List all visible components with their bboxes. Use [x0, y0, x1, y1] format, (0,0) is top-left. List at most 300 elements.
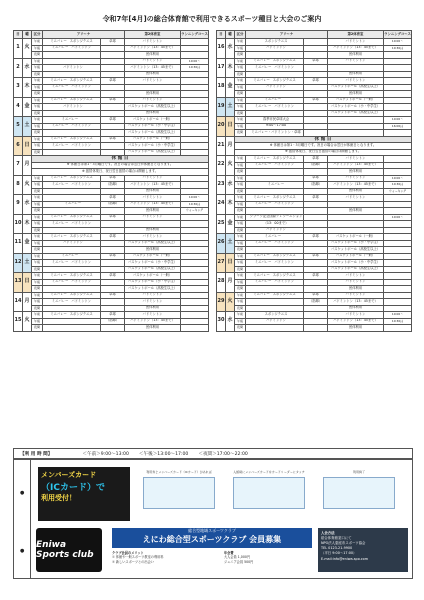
- weekday: 木: [23, 214, 32, 234]
- contact-line-3: NPO法人恵庭市スポーツ協会: [321, 541, 366, 546]
- ad-step-3: [318, 470, 400, 518]
- arena-table-tennis: （指導）: [101, 201, 125, 208]
- club-ad: [32, 526, 410, 576]
- gym2-activity: 団体利用: [125, 208, 181, 215]
- period-label: 午前: [32, 273, 43, 280]
- arena-table-tennis: 卓球: [101, 253, 125, 260]
- period-label: 午前: [235, 156, 246, 163]
- gym2-activity: バドミントン: [328, 312, 384, 319]
- period-label: 夜間: [32, 52, 43, 59]
- header-arena: アリーナ: [246, 31, 328, 39]
- arena-activity-b: スポンジテニス: [272, 292, 296, 297]
- arena-activity-a: ミニバレー: [50, 136, 67, 141]
- arena-activity-a: ミニバレー: [51, 298, 69, 303]
- hours-am: ＜午前＞9:00～13:00: [82, 451, 129, 457]
- arena-activity-b: スポンジテニス: [272, 194, 296, 199]
- period-label: 夜間: [235, 325, 246, 332]
- gym2-activity: バスケットボール（小・中学生）: [125, 143, 181, 150]
- arena-activity-a: ミニバレー: [51, 259, 69, 264]
- running-course: 10:30は: [181, 65, 209, 72]
- gym2-activity: バドミントン: [125, 234, 181, 241]
- arena-activity-a: ミニバレー: [50, 38, 67, 43]
- arena-activity-a: ミニバレー: [50, 292, 67, 297]
- arena-table-tennis: 卓球: [101, 97, 125, 104]
- period-label: 夜間: [32, 149, 43, 156]
- period-label: 夜間: [32, 188, 43, 195]
- period-label: 夜間: [32, 325, 43, 332]
- period-label: 午後: [235, 162, 246, 169]
- fee-adult: 大人会員 1,000円: [224, 555, 251, 560]
- period-label: 午後: [32, 45, 43, 52]
- arena-activity-a: ミニバレー: [254, 259, 272, 264]
- closed-note: ※ 振替休業日、祝日翌日振替の場合は開館します。: [235, 149, 412, 156]
- period-label: 午後: [32, 143, 43, 150]
- day-number: 9: [14, 195, 23, 215]
- arena-activity-b: バドミントン: [71, 84, 92, 89]
- arena-table-tennis: 卓球: [304, 97, 328, 104]
- gym2-activity: 団体利用: [125, 52, 181, 59]
- closed-label: 休 館 日: [235, 136, 412, 143]
- arena-table-tennis: 卓球: [101, 273, 125, 280]
- gym2-activity: 団体利用: [328, 286, 384, 293]
- hours-pm: ＜午後＞13:00～17:00: [138, 451, 189, 457]
- weekday: 日: [226, 253, 235, 273]
- club-headline-banner: [112, 528, 312, 548]
- weekday: 月: [226, 136, 235, 156]
- arena-table-tennis: （指導）: [304, 182, 328, 189]
- arena-activity-b: バドミントン: [274, 201, 295, 206]
- header-run: ランニングコース: [181, 31, 209, 39]
- period-label: 夜間: [32, 227, 43, 234]
- day-number: 6: [14, 136, 23, 156]
- arena-activity-b: スポンジテニス: [69, 272, 93, 277]
- running-course: 10:00～: [384, 175, 412, 182]
- arena-activity-a: ミニバレー: [50, 214, 67, 219]
- gym2-activity: バドミントン: [125, 78, 181, 85]
- arena-activity-b: スポンジテニス: [272, 77, 296, 82]
- closed-note: ※ 振替休業日、祝日翌日振替の場合は開館します。: [32, 169, 209, 176]
- gym2-activity: バドミントン: [328, 78, 384, 85]
- day-number: 24: [217, 195, 226, 215]
- weekday: 木: [226, 58, 235, 78]
- gym2-activity: バドミントン（13：45まで）: [125, 182, 181, 189]
- running-course: 10:00～: [384, 312, 412, 319]
- gym2-activity: バドミントン（13：45まで）: [328, 45, 384, 52]
- period-label: 夜間: [32, 286, 43, 293]
- period-label: 夜間: [235, 71, 246, 78]
- period-label: 午後: [32, 221, 43, 228]
- day-number: 29: [217, 292, 226, 312]
- arena-activity: [43, 325, 101, 332]
- gym2-activity: 団体利用: [125, 188, 181, 195]
- gym2-activity: バドミントン: [125, 175, 181, 182]
- period-label: 午後: [235, 65, 246, 72]
- arena-table-tennis: （指導）: [101, 182, 125, 189]
- arena-activity-b: バドミントン: [71, 45, 92, 50]
- weekday: 火: [23, 175, 32, 195]
- period-label: 午後: [235, 221, 246, 228]
- weekday: 金: [226, 214, 235, 234]
- period-label: 午後: [32, 182, 43, 189]
- info-section: [13, 459, 413, 579]
- arena-activity-a: ミニバレー: [61, 253, 79, 258]
- period-label: 午前: [32, 253, 43, 260]
- period-label: 午前: [32, 117, 43, 124]
- period-label: 午前: [32, 292, 43, 299]
- arena-table-tennis: （指導）: [101, 318, 125, 325]
- arena-table-tennis: 卓球: [304, 292, 328, 299]
- period-label: 午後: [32, 123, 43, 130]
- gym2-activity: バドミントン: [125, 214, 181, 221]
- gym2-activity: バドミントン（13：45まで）: [125, 65, 181, 72]
- schedule-row: [14, 325, 209, 332]
- period-label: 午前: [32, 78, 43, 85]
- weekday: 金: [23, 234, 32, 254]
- usage-hours-bar: [13, 448, 413, 459]
- gym2-activity: バスケットボール（小・中学生）: [125, 279, 181, 286]
- arena-activity-b: スポンジテニス: [69, 38, 93, 43]
- header-gym2: 第2体育室: [125, 31, 181, 39]
- period-label: 午前: [235, 39, 246, 46]
- contact-line-5: （平日 9:00～17:00）: [321, 551, 357, 556]
- arena-activity-b: バドミントン: [63, 240, 83, 245]
- gym2-activity: バスケットボール（高校生以上）: [125, 240, 181, 247]
- arena-activity-a: ミニバレー: [253, 292, 270, 297]
- period-label: 夜間: [235, 130, 246, 137]
- arena-activity-a: ミニバレー: [253, 58, 270, 63]
- arena-activity-b: ミニバレー・バドミントン・卓球: [251, 129, 301, 134]
- weekday: 水: [23, 195, 32, 215]
- period-label: 午後: [32, 318, 43, 325]
- weekday: 火: [226, 292, 235, 312]
- period-label: 午前: [235, 117, 246, 124]
- weekday: 土: [23, 117, 32, 137]
- period-label: 夜間: [32, 266, 43, 273]
- weekday: 月: [226, 273, 235, 293]
- period-label: 午後: [235, 123, 246, 130]
- gym2-activity: バドミントン（13：45まで）: [125, 318, 181, 325]
- period-label: 午前: [235, 97, 246, 104]
- running-course: 16:00は: [384, 123, 412, 130]
- step-1-illustration: [143, 477, 215, 509]
- arena-table-tennis: （指導）: [304, 299, 328, 306]
- running-course: 10:00～: [181, 195, 209, 202]
- arena-activity-b: バドミントン: [274, 279, 295, 284]
- arena-activity-b: バドミントン: [71, 181, 92, 186]
- weekday: 火: [23, 312, 32, 332]
- gym2-activity: バスケットボール（一般）: [328, 253, 384, 260]
- ad-step-1: [138, 470, 220, 518]
- arena-activity-b: バドミントン: [266, 227, 286, 232]
- arena-activity-a: ミニバレー: [50, 311, 67, 316]
- day-number: 4: [14, 97, 23, 117]
- gym2-activity: バスケットボール（高校生以上）: [328, 266, 384, 273]
- period-label: 午前: [32, 58, 43, 65]
- arena-table-tennis: 卓球: [304, 156, 328, 163]
- gym2-activity: バスケットボール（一般）: [125, 136, 181, 143]
- arena-activity-b: バドミントン: [71, 259, 92, 264]
- day-number: 18: [217, 78, 226, 98]
- period-label: 夜間: [235, 91, 246, 98]
- arena-activity-b: バドミントン: [71, 123, 92, 128]
- gym2-activity: 団体利用: [125, 227, 181, 234]
- period-label: 午後: [235, 279, 246, 286]
- period-label: 夜間: [235, 52, 246, 59]
- running-course: 10:30は: [181, 201, 209, 208]
- gym2-activity: バドミントン: [125, 195, 181, 202]
- weekday: 金: [23, 97, 32, 117]
- header-weekday: 曜: [23, 31, 32, 39]
- period-label: 夜間: [32, 71, 43, 78]
- arena-activity-a: ミニバレー: [51, 123, 69, 128]
- arena-activity-a: ミニバレー: [50, 233, 67, 238]
- gym2-activity: バスケットボール（一般）: [125, 253, 181, 260]
- weekday: 火: [23, 39, 32, 59]
- closed-note: ※ 体館日は第1・3月曜日です。祝日の場合は翌日が休館日となります。: [235, 143, 412, 150]
- arena-activity-a: ミニバレー: [50, 97, 67, 102]
- running-course: ウォーキング: [384, 188, 412, 195]
- day-number: 11: [14, 234, 23, 254]
- period-label: 午後: [32, 240, 43, 247]
- arena-table-tennis: [304, 325, 328, 332]
- period-label: 午前: [32, 97, 43, 104]
- period-label: 夜間: [235, 110, 246, 117]
- period-label: 午前: [235, 292, 246, 299]
- arena-activity-b: バドミントン: [71, 142, 92, 147]
- day-number: 21: [217, 136, 226, 156]
- eniwa-sports-club-logo: Eniwa Sports club: [36, 528, 102, 572]
- contact-line-1: 入会方法: [321, 531, 335, 535]
- gym2-activity: 団体利用: [328, 305, 384, 312]
- step-2-text: 入館時にメンバーズカードをカードリーダーにタッチ: [233, 470, 305, 474]
- day-number: 27: [217, 253, 226, 273]
- gym2-activity: バドミントン: [328, 195, 384, 202]
- gym2-activity: バスケットボール（高校生以上）: [125, 266, 181, 273]
- period-label: 夜間: [32, 208, 43, 215]
- weekday: 土: [23, 253, 32, 273]
- arena-activity-b: スポンジテニス: [272, 253, 296, 258]
- period-label: 午前: [32, 214, 43, 221]
- arena-activity-b: スポンジテニス: [69, 214, 93, 219]
- period-label: 午後: [32, 201, 43, 208]
- fee-title: 年会費: [224, 551, 234, 555]
- period-label: 午後: [235, 45, 246, 52]
- arena-activity-b: バドミントン: [266, 84, 286, 89]
- period-label: 午前: [235, 175, 246, 182]
- period-label: 夜間: [235, 208, 246, 215]
- weekday: 月: [23, 156, 32, 176]
- arena-activity-b: クラーク記念国際テレワーニション: [249, 214, 303, 219]
- step-2-illustration: [233, 477, 305, 509]
- gym2-activity: バドミントン: [125, 58, 181, 65]
- gym2-activity: バドミントン: [125, 299, 181, 306]
- arena-activity-b: バドミントン: [71, 279, 92, 284]
- arena-activity-b: スポンジテニス: [264, 38, 288, 43]
- running-course: 10:30は: [384, 45, 412, 52]
- day-number: 20: [217, 117, 226, 137]
- gym2-activity: バスケットボール（一般）: [328, 234, 384, 241]
- header-day: 日: [14, 31, 23, 39]
- arena-activity-b: 春季市民卓球大会: [262, 116, 290, 121]
- gym2-activity: バスケットボール（小・中学生）: [328, 240, 384, 247]
- period-label: 夜間: [32, 247, 43, 254]
- gym2-activity: バスケットボール（一般）: [125, 117, 181, 124]
- arena-activity-b: バドミントン: [274, 240, 295, 245]
- day-number: 8: [14, 175, 23, 195]
- gym2-activity: バドミントン（13：45まで）: [328, 182, 384, 189]
- contact-line-2: 総合体育館窓口にて: [321, 536, 352, 541]
- gym2-activity: 団体利用: [125, 91, 181, 98]
- gym2-activity: バスケットボール（高校生以上）: [125, 149, 181, 156]
- arena-activity-a: ミニバレー: [51, 45, 69, 50]
- period-label: 夜間: [235, 188, 246, 195]
- period-label: 夜間: [32, 305, 43, 312]
- page-title: 令和7年[4月]の総合体育館で利用できるスポーツ種目と大会のご案内: [102, 15, 322, 23]
- arena-activity-b: バドミントン: [274, 103, 295, 108]
- period-label: 午後: [32, 104, 43, 111]
- arena-activity-b: スポンジテニス: [272, 155, 296, 160]
- members-card-banner: [38, 467, 130, 521]
- header-weekday: 曜: [226, 31, 235, 39]
- closed-note: ※ 体館日は第1・3月曜日です。祝日の場合は翌日が休館日となります。: [32, 162, 209, 169]
- arena-table-tennis: 卓球: [101, 234, 125, 241]
- arena-activity-b: （13：00まで）: [263, 220, 289, 225]
- arena-table-tennis: [101, 325, 125, 332]
- period-label: 夜間: [235, 169, 246, 176]
- day-number: 2: [14, 58, 23, 78]
- period-label: 午後: [235, 318, 246, 325]
- period-label: 夜間: [32, 130, 43, 137]
- arena-activity-b: スポンジテニス: [69, 233, 93, 238]
- arena-activity-a: ミニバレー: [264, 233, 282, 238]
- running-course: 10:30は: [384, 318, 412, 325]
- gym2-activity: バドミントン: [125, 292, 181, 299]
- weekday: 水: [226, 312, 235, 332]
- merit-1: ① 体館や一般スポーツ教室の利用料: [112, 555, 164, 560]
- running-course: 10:00～: [384, 39, 412, 46]
- running-course: [181, 325, 209, 332]
- running-course: 10:00～: [384, 117, 412, 124]
- arena-table-tennis: 卓球: [101, 312, 125, 319]
- day-number: 3: [14, 78, 23, 98]
- day-number: 19: [217, 97, 226, 117]
- merit-title: クラブ会員のメリット: [112, 551, 144, 555]
- arena-activity: [246, 325, 304, 332]
- period-label: 夜間: [32, 110, 43, 117]
- arena-activity-a: ミニバレー: [254, 64, 272, 69]
- club-merits: [112, 551, 222, 564]
- arena-table-tennis: 卓球: [304, 234, 328, 241]
- gym2-activity: 団体利用: [328, 208, 384, 215]
- arena-table-tennis: 卓球: [101, 78, 125, 85]
- gym2-activity: バドミントン: [328, 156, 384, 163]
- gym2-activity: バスケットボール（一般）: [328, 97, 384, 104]
- day-number: 30: [217, 312, 226, 332]
- gym2-activity: 団体利用: [125, 247, 181, 254]
- arena-activity-b: バドミントン: [274, 64, 295, 69]
- period-label: 午後: [235, 240, 246, 247]
- period-label: 午後: [32, 260, 43, 267]
- gym2-activity: バドミントン: [328, 279, 384, 286]
- arena-activity-a: ミニバレー: [254, 103, 272, 108]
- gym2-activity: 団体利用: [328, 169, 384, 176]
- period-label: 午前: [32, 175, 43, 182]
- weekday: 土: [226, 97, 235, 117]
- arena-activity-b: ミニバレー: [64, 201, 82, 206]
- gym2-activity: バスケットボール（高校生以上）: [328, 247, 384, 254]
- period-label: 午前: [235, 214, 246, 221]
- header-period: 区分: [235, 31, 246, 39]
- header-period: 区分: [32, 31, 43, 39]
- gym2-activity: バドミントン: [125, 39, 181, 46]
- gym2-activity: 団体利用: [125, 325, 181, 332]
- info-side-column: [14, 460, 31, 578]
- ad-step-2: [228, 470, 310, 518]
- arena-table-tennis: 卓球: [304, 175, 328, 182]
- header-day: 日: [217, 31, 226, 39]
- gym2-activity: バドミントン（13：45まで）: [125, 45, 181, 52]
- period-label: 午前: [32, 39, 43, 46]
- weekday: 木: [226, 195, 235, 215]
- arena-activity-b: スポンジテニス: [69, 136, 93, 141]
- gym2-activity: バドミントン: [328, 58, 384, 65]
- fee-junior: ジュニア会員 500円: [224, 559, 254, 564]
- day-number: 1: [14, 39, 23, 59]
- arena-table-tennis: 卓球: [304, 273, 328, 280]
- hours-night: ＜夜間＞17:00～22:00: [198, 451, 248, 457]
- arena-activity-a: ミニバレー: [254, 201, 272, 206]
- arena-activity-b: バドミントン: [274, 259, 295, 264]
- day-number: 13: [14, 273, 23, 293]
- weekday: 日: [23, 273, 32, 293]
- arena-activity-a: ミニバレー: [254, 279, 272, 284]
- schedule-table-left: [13, 30, 209, 332]
- period-label: 午前: [32, 195, 43, 202]
- arena-activity-b: バドミントン: [63, 64, 83, 69]
- running-course: 10:00～: [384, 214, 412, 221]
- arena-activity-b: バドミントン: [71, 220, 92, 225]
- day-number: 17: [217, 58, 226, 78]
- arena-table-tennis: 卓球: [101, 136, 125, 143]
- arena-activity-b: スポンジテニス: [69, 97, 93, 102]
- arena-activity-b: スポンジテニス: [69, 77, 93, 82]
- arena-table-tennis: 卓球: [101, 175, 125, 182]
- club-headline: えにわ総合型スポーツクラブ 会員募集: [142, 535, 282, 544]
- gym2-activity: 団体利用: [328, 325, 384, 332]
- period-label: 午後: [235, 260, 246, 267]
- period-label: 午後: [235, 84, 246, 91]
- day-number: 10: [14, 214, 23, 234]
- header-run: ランニングコース: [384, 31, 412, 39]
- running-course: ウォーキング: [181, 208, 209, 215]
- period-label: 午前: [235, 58, 246, 65]
- arena-activity-a: ミニバレー: [253, 194, 270, 199]
- contact-line-6[interactable]: E-mail:info@eniwa-spo.com: [321, 556, 369, 561]
- step-3-illustration: [323, 477, 395, 509]
- arena-activity-a: ミニバレー: [51, 84, 69, 89]
- day-number: 28: [217, 273, 226, 293]
- arena-activity-a: ミニバレー: [253, 155, 270, 160]
- period-label: 午後: [32, 299, 43, 306]
- gym2-activity: 団体利用: [125, 305, 181, 312]
- gym2-activity: バドミントン: [125, 97, 181, 104]
- gym2-activity: バスケットボール（高校生以上）: [328, 84, 384, 91]
- gym2-activity: バドミントン: [328, 292, 384, 299]
- weekday: 水: [23, 58, 32, 78]
- gym2-activity: バドミントン: [125, 312, 181, 319]
- arena-activity-b: スポンジテニス: [264, 311, 288, 316]
- period-label: 午後: [235, 201, 246, 208]
